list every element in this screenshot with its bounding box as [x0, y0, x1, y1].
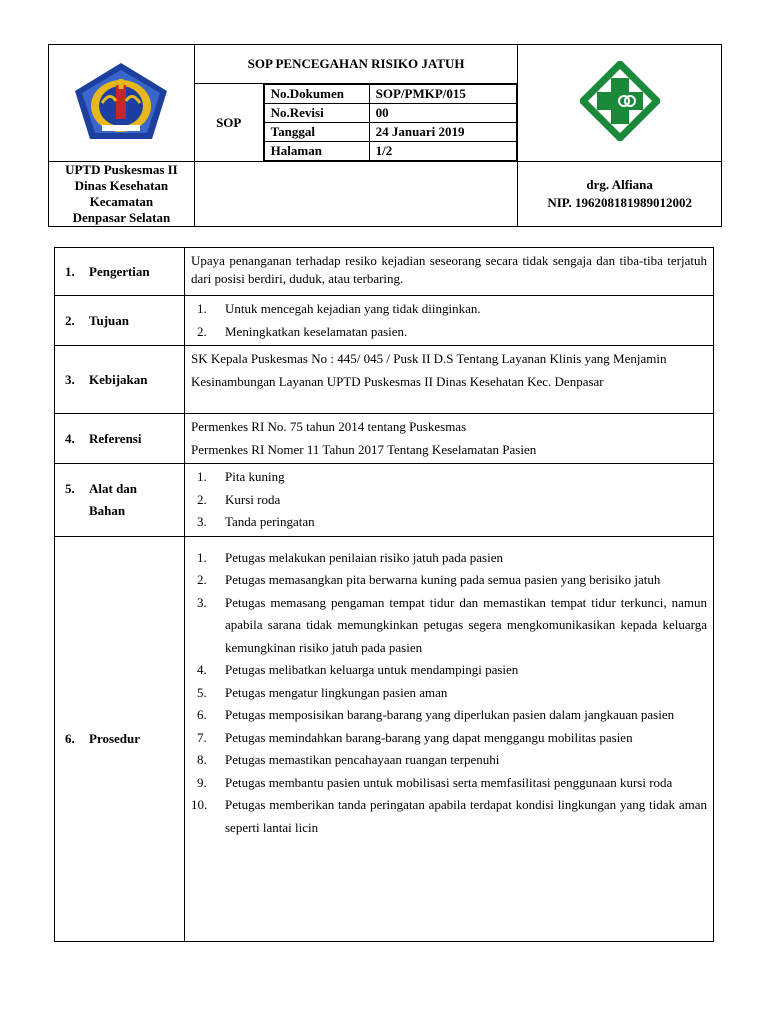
- list-item: 5. Petugas mengatur lingkungan pasien aman: [197, 684, 448, 700]
- document-header: [48, 44, 722, 227]
- section-row-referensi: 4. Referensi Permenkes RI No. 75 tahun 2014 tentang Puskesmas Permenkes RI Nomer 11 Tahun 2017 Tentang Keselamatan Pasien: [55, 414, 714, 464]
- document-meta-table: [264, 84, 518, 161]
- list-item: 3. Tanda peringatan: [197, 514, 315, 529]
- section-text: SK Kepala Puskesmas No : 445/ 045 / Pusk II D.S Tentang Layanan Klinis yang Menjamin Kesinambungan Layanan UPTD Puskesmas II Dinas Kesehatan Kec. Denpasar: [185, 346, 714, 414]
- list-item: 6. Petugas memposisikan barang-barang yang diperlukan pasien dalam jangkauan pasien: [197, 707, 675, 722]
- objective-list: [191, 298, 707, 343]
- section-label: Referensi: [89, 430, 142, 446]
- list-item: 1. Untuk mencegah kejadian yang tidak diinginkan.: [197, 301, 481, 316]
- organization-name: UPTD Puskesmas II Dinas Kesehatan Kecamatan Denpasar Selatan: [49, 162, 195, 227]
- section-row-kebijakan: 3. Kebijakan SK Kepala Puskesmas No : 445/ 045 / Pusk II D.S Tentang Layanan Klinis yang Menjamin Kesinambungan Layanan UPTD Puskesmas II Dinas Kesehatan Kec. Denpasar: [55, 346, 714, 414]
- section-row-alat-bahan: 5. Alat dan Bahan 1. Pita kuning 2. Kursi roda 3. Tanda peringatan: [55, 464, 714, 537]
- section-row-pengertian: 1. Pengertian Upaya penanganan terhadap resiko kejadian seseorang secara tidak sengaja dan tiba-tiba terjatuh dari posisi berdiri, duduk, atau terbaring.: [55, 248, 714, 296]
- list-item: 4. Petugas melibatkan keluarga untuk mendampingi pasien: [197, 662, 519, 677]
- meta-row: No.Dokumen SOP/PMKP/015: [264, 85, 517, 104]
- blank-cell: [194, 162, 518, 227]
- reference-line: Permenkes RI No. 75 tahun 2014 tentang Puskesmas: [191, 419, 467, 434]
- list-item: 9. Petugas membantu pasien untuk mobilisasi serta memfasilitasi penggunaan kursi roda: [197, 774, 673, 790]
- list-item: 3. Petugas memasang pengaman tempat tidur dan memastikan tempat tidur terkunci, namun apabila sarana tidak memungkinkan petugas segera mengkomunikasikan kepada keluarga kemungkinan risiko jatuh pada pasien: [197, 594, 707, 655]
- procedure-list: [191, 547, 707, 840]
- sop-content-table: [54, 247, 714, 942]
- meta-row: Halaman 1/2: [264, 142, 517, 161]
- sop-label: SOP: [194, 84, 263, 162]
- signer-name: drg. Alfiana: [586, 177, 653, 192]
- document-title: SOP PENCEGAHAN RISIKO JATUH: [194, 45, 518, 84]
- list-item: 2. Meningkatkan keselamatan pasien.: [197, 323, 408, 339]
- meta-row: Tanggal 24 Januari 2019: [264, 123, 517, 142]
- list-item: 10. Petugas memberikan tanda peringatan apabila terdapat kondisi lingkungan yang tidak aman seperti lantai licin: [191, 797, 707, 835]
- section-label: Kebijakan: [89, 371, 148, 387]
- section-label: Alat dan: [89, 480, 138, 496]
- health-cross-logo-icon: [580, 61, 660, 141]
- section-text: Upaya penanganan terhadap resiko kejadian seseorang secara tidak sengaja dan tiba-tiba terjatuh dari posisi berdiri, duduk, atau terbaring.: [185, 248, 714, 296]
- reference-line: Permenkes RI Nomer 11 Tahun 2017 Tentang Keselamatan Pasien: [191, 441, 537, 457]
- list-item: 8. Petugas memastikan pencahayaan ruangan terpenuhi: [197, 752, 500, 767]
- emblem-cell: [49, 45, 195, 162]
- list-item: 7. Petugas memindahkan barang-barang yang dapat menggangu mobilitas pasien: [197, 729, 633, 745]
- list-item: 2. Petugas memasangkan pita berwarna kuning pada semua pasien yang berisiko jatuh: [197, 572, 661, 587]
- signer-block: [518, 162, 722, 227]
- section-label: Pengertian: [89, 263, 150, 279]
- equipment-list: [191, 466, 707, 534]
- clinic-logo-cell: [518, 45, 722, 162]
- list-item: 1. Pita kuning: [197, 469, 285, 484]
- section-row-prosedur: 6. Prosedur 1. Petugas melakukan penilaian risiko jatuh pada pasien 2. Petugas memasangkan pita berwarna kuning pada semua pasien yang berisiko jatuh 3. Petugas memasang pengaman tempat tidur dan memastikan tempat tidur terkunci, namun apabila sarana tidak memungkinkan petugas segera mengkomunikasikan kepada keluarga kemungkinan risiko jatuh pada pasien 4. Petugas melibatkan keluarga untuk mendampingi pasien 5. Petugas mengatur lingkungan pasien aman 6. Petugas memposisikan barang-barang yang diperlukan pasien dalam jangkauan pasien 7. Petugas memindahkan barang-barang yang dapat menggangu mobilitas pasien 8. Petugas memastikan pencahayaan ruangan terpenuhi 9. Petugas membantu pasien untuk mobilisasi serta memfasilitasi penggunaan kursi roda 10. Petugas memberikan tanda peringatan apabila terdapat kondisi lingkungan yang tidak aman seperti lantai licin: [55, 536, 714, 941]
- section-label: Tujuan: [89, 312, 129, 328]
- list-item: 1. Petugas melakukan penilaian risiko jatuh pada pasien: [197, 549, 503, 565]
- meta-row: No.Revisi 00: [264, 104, 517, 123]
- regional-emblem-icon: [72, 61, 170, 141]
- signer-nip: NIP. 196208181989012002: [547, 195, 693, 210]
- list-item: 2. Kursi roda: [197, 491, 281, 507]
- section-label: Prosedur: [89, 730, 141, 746]
- section-row-tujuan: 2. Tujuan 1. Untuk mencegah kejadian yang tidak diinginkan. 2. Meningkatkan keselamatan pasien.: [55, 296, 714, 346]
